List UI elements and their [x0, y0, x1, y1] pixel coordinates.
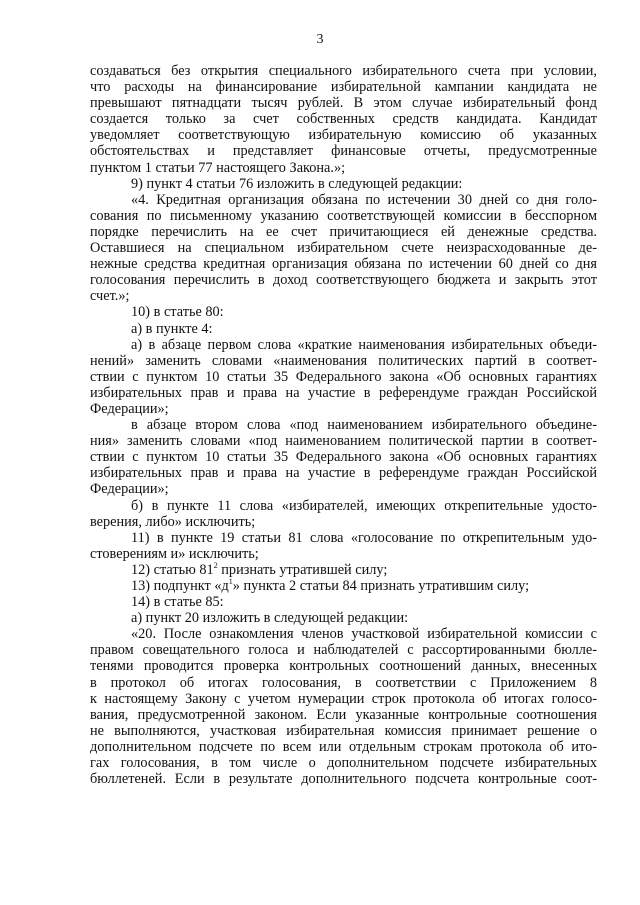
text-line: создаваться без открытия специального избирательного счета при условии, — [90, 63, 597, 79]
text-line: в абзаце втором слова «под наименованием избирательного объедине- — [131, 417, 597, 434]
text-line: создается только за счет собственных средств кандидата. Кандидат — [90, 111, 597, 128]
text-line: нежные средства кредитная организация обязана по истечении 60 дней со дня — [90, 256, 597, 273]
text-line: дополнительном подсчете по всем или отдельным строкам протокола об ито- — [90, 738, 597, 755]
text-line: а) пункт 20 изложить в следующей редакции: — [131, 610, 409, 627]
text-line: голосования перечислить в доход соответствующего бюджета и закрыть этот — [90, 272, 597, 289]
text-line: правом совещательного голоса и наблюдателей с рассортированными бюлле- — [90, 642, 597, 659]
text-line: счет.»; — [90, 288, 130, 305]
text-line: бюллетеней. Если в результате дополнительного подсчета контрольные соот- — [90, 771, 597, 788]
text-line: тенями проводится проверка контрольных соотношений данных, внесенных — [90, 658, 597, 675]
text-line: ствии с пунктом 10 статьи 35 Федерального закона «Об основных гарантиях — [90, 449, 597, 466]
text-line: верения, либо» исключить; — [90, 513, 256, 530]
body-text — [90, 63, 597, 787]
text-line: что расходы на финансирование избирательной кампании кандидата не — [90, 79, 597, 96]
text-line: 14) в статье 85: — [131, 594, 224, 611]
text-line: 10) в статье 80: — [131, 304, 224, 321]
superscript: 1 — [228, 578, 233, 586]
text-line: гах голосования, в том числе о дополнительном подсчете избирательных — [90, 755, 597, 772]
text-line: сования по письменному указанию соответствующей комиссии в бесспорном — [90, 207, 597, 224]
text-line: Федерации»; — [90, 481, 169, 498]
text-line: к настоящему Закону с учетом нумерации строк протокола об итогах голосо- — [90, 690, 597, 707]
text-line: не выполняются, участковая избирательная комиссия принимает решение о — [90, 722, 597, 739]
text-line: вания, предусмотренной законом. Если указанные контрольные соотношения — [90, 706, 597, 723]
superscript: 2 — [213, 561, 218, 570]
text-line: избирательных прав и права на участие в референдуме граждан Российской — [90, 384, 597, 401]
text-line: пунктом 1 статьи 77 настоящего Закона.»; — [90, 159, 346, 176]
text-line: порядке перечислить на ее счет причитающиеся ей денежные средства. — [90, 223, 597, 240]
text-line: 9) пункт 4 статьи 76 изложить в следующей редакции: — [131, 175, 463, 192]
text-line: 11) в пункте 19 статьи 81 слова «голосование по открепительным удо- — [131, 529, 597, 546]
text-line: Федерации»; — [90, 400, 169, 417]
text-line: в протокол об итогах голосования, в соответствии с Приложением 8 — [90, 674, 597, 691]
text-line: Оставшиеся на специальном избирательном счете неизрасходованные де- — [90, 240, 597, 257]
text-line: нений» заменить словами «наименования политических партий в соответ- — [90, 352, 597, 369]
text-line: 12) статью $81^2$ признать утратившей силу; — [131, 561, 388, 578]
text-line: «20. После ознакомления членов участковой избирательной комиссии с — [131, 626, 597, 643]
page-number: 3 — [316, 32, 324, 47]
text-line: а) в пункте 4: — [131, 320, 213, 337]
text-line: 13) подпункт «$д^1$» пункта 2 статьи 84 признать утратившим силу; — [131, 578, 530, 594]
text-line: превышают пятнадцати тысяч рублей. В этом случае избирательный фонд — [90, 95, 597, 112]
text-line: избирательных прав и права на участие в референдуме граждан Российской — [90, 465, 597, 482]
text-line: ния» заменить словами «под наименованием политической партии в соответ- — [90, 433, 597, 450]
text-line: ствии с пунктом 10 статьи 35 Федерального закона «Об основных гарантиях — [90, 368, 597, 385]
text-line: стоверениям и» исключить; — [90, 545, 259, 562]
text-line: б) в пункте 11 слова «избирателей, имеющих открепительные удосто- — [131, 497, 597, 514]
text-line: уведомляет соответствующую избирательную комиссию об указанных — [90, 127, 597, 144]
text-line: «4. Кредитная организация обязана по истечении 30 дней со дня голо- — [131, 191, 597, 208]
text-line: а) в абзаце первом слова «краткие наименования избирательных объеди- — [131, 336, 597, 353]
text-line: обстоятельствах и представляет финансовые отчеты, предусмотренные — [90, 143, 597, 160]
